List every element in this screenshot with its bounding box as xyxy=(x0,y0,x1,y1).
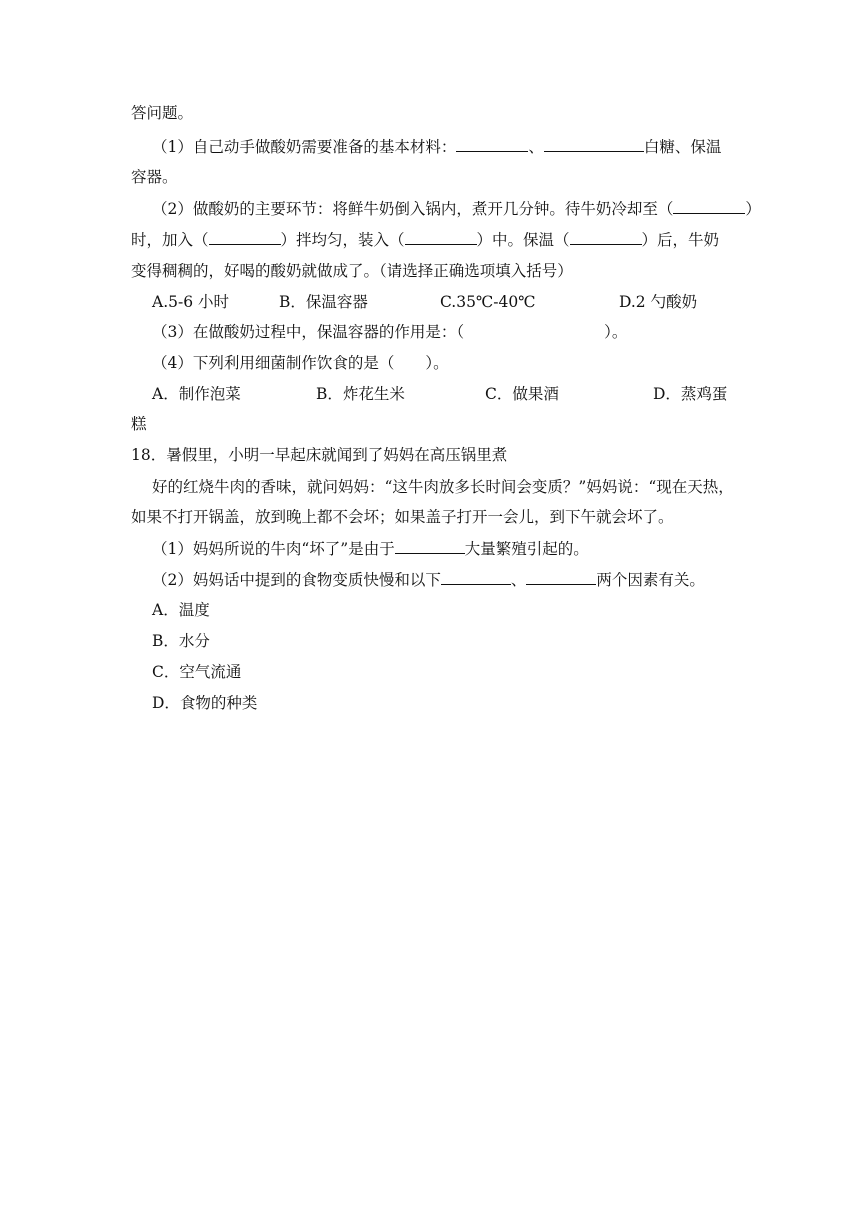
answer-blank[interactable] xyxy=(441,569,511,585)
question-18-2: （2）妈妈话中提到的食物变质快慢和以下 、 两个因素有关。 xyxy=(152,571,705,589)
answer-blank[interactable] xyxy=(526,569,596,585)
question-18-1: （1）妈妈所说的牛肉“坏了”是由于 大量繁殖引起的。 xyxy=(152,540,589,558)
text-line: 答问题。 xyxy=(131,104,194,122)
option-d: D．食物的种类 xyxy=(152,694,258,712)
text-line: 时，加入（ ）拌均匀，装入（ ）中。保温（ ）后，牛奶 xyxy=(131,231,720,249)
option-a: A．温度 xyxy=(152,601,210,619)
answer-blank[interactable] xyxy=(405,229,477,245)
text-line: 如果不打开锅盖，放到晚上都不会坏；如果盖子打开一会儿，到下午就会坏了。 xyxy=(131,508,674,526)
option-a: A.5-6 小时 xyxy=(152,293,230,311)
option-c: C．做果酒 xyxy=(485,385,559,403)
option-a: A．制作泡菜 xyxy=(152,385,241,403)
text-line: 变得稠稠的，好喝的酸奶就做成了。（请选择正确选项填入括号） xyxy=(131,262,573,280)
option-d: D．蒸鸡蛋 xyxy=(653,385,728,403)
question-17-2: （2）做酸奶的主要环节：将鲜牛奶倒入锅内，煮开几分钟。待牛奶冷却至（ ） xyxy=(152,200,761,218)
option-c: C.35℃-40℃ xyxy=(440,293,536,311)
option-b: B．保温容器 xyxy=(279,293,368,311)
answer-blank[interactable] xyxy=(209,229,281,245)
answer-blank[interactable] xyxy=(673,198,745,214)
answer-blank[interactable] xyxy=(570,229,642,245)
text-line: 容器。 xyxy=(131,168,178,186)
question-17-4: （4）下列利用细菌制作饮食的是（ ）。 xyxy=(152,354,449,372)
answer-blank[interactable] xyxy=(544,136,644,152)
option-b: B．水分 xyxy=(152,632,210,650)
text-line: 糕 xyxy=(131,415,147,433)
answer-blank[interactable] xyxy=(395,538,465,554)
question-18-title: 18．暑假里，小明一早起床就闻到了妈妈在高压锅里煮 xyxy=(131,446,508,464)
option-b: B．炸花生米 xyxy=(316,385,405,403)
option-c: C．空气流通 xyxy=(152,663,242,681)
question-17-1: （1）自己动手做酸奶需要准备的基本材料： 、 白糖、保温 xyxy=(152,138,722,156)
question-17-3: （3）在做酸奶过程中，保温容器的作用是：（ ）。 xyxy=(152,323,628,341)
text-line: 好的红烧牛肉的香味，就问妈妈：“这牛肉放多长时间会变质？”妈妈说：“现在天热， xyxy=(152,478,734,496)
option-d: D.2 勺酸奶 xyxy=(619,293,698,311)
answer-blank[interactable] xyxy=(456,136,528,152)
